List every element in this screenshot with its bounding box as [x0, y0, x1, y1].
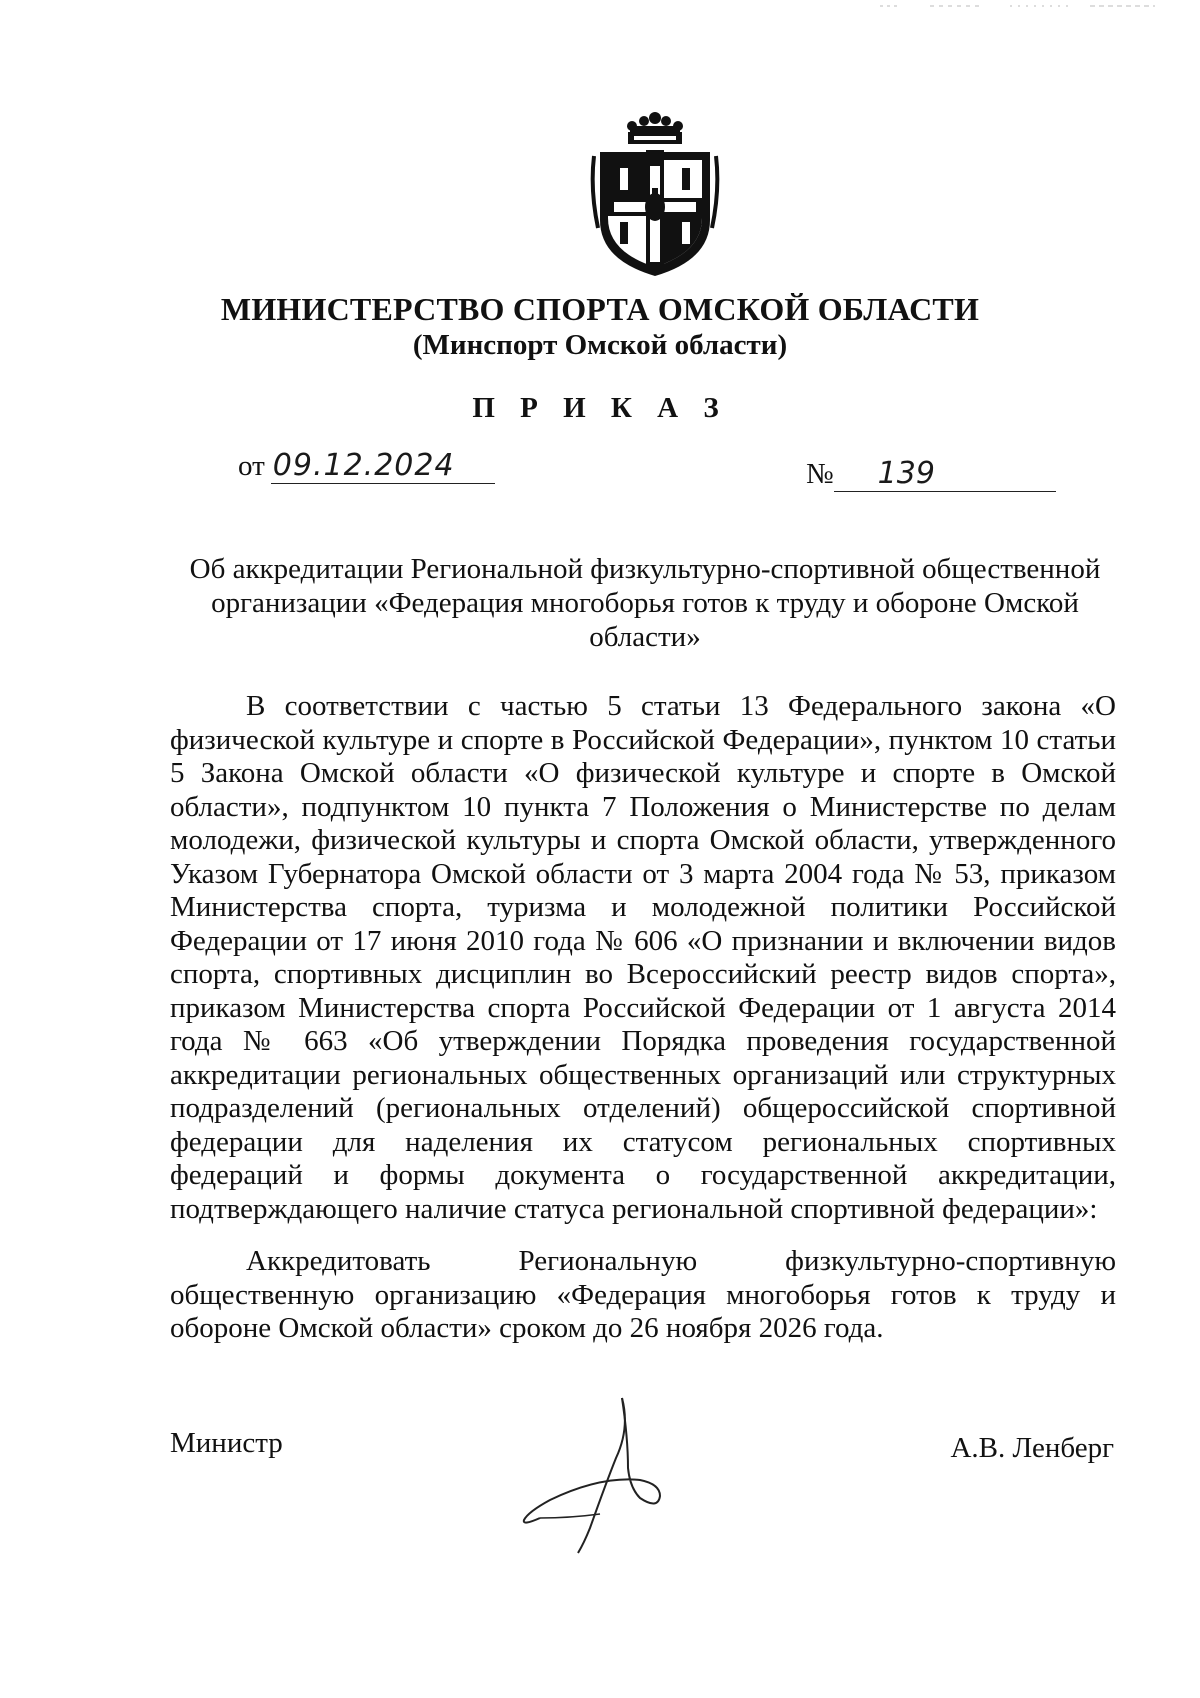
body-paragraph-legal-basis: В соответствии с частью 5 статьи 13 Федерального закона «О физической культуре и спорте в Российской Федерации», пунктом 10 статьи 5 Закона Омской области «О физической культуре и спорте в Омской области», подпунктом 10 пункта 7 Положения о Министерстве по делам молодежи, физической культуры и спорта Омской области, утвержденного Указом Губернатора Омской области от 3 марта 2004 года № 53, приказом Министерства спорта, туризма и молодежной политики Российской Федерации от 17 июня 2010 года № 606 «О признании и включении видов спорта, спортивных дисциплин во Всероссийский реестр видов спорта», приказом Министерства спорта Российской Федерации от 1 августа 2014 года № 663 «Об утверждении Порядка проведения государственной аккредитации региональных общественных организаций или структурных подразделений (региональных отделений) общероссийской спортивной федерации для наделения их статусом региональных спортивных федераций и формы документа о государственной аккредитации, подтверждающего наличие статуса региональной спортивной федерации»: [170, 690, 1116, 1225]
signature-image [510, 1388, 710, 1558]
number-field [806, 456, 1056, 492]
signer-title: Министр [170, 1427, 283, 1459]
number-label: № [806, 458, 834, 490]
body-paragraph-decision: Аккредитовать Региональную физкультурно-спортивную общественную организацию «Федерация многоборья готов к труду и обороне Омской области» сроком до 26 ноября 2026 года. [170, 1245, 1116, 1344]
number-value: 139 [834, 457, 1056, 492]
scan-artifact-marks [870, 0, 1160, 10]
date-label: от [238, 450, 265, 482]
organization-title: МИНИСТЕРСТВО СПОРТА ОМСКОЙ ОБЛАСТИ [220, 291, 980, 327]
document-type: П Р И К А З [472, 392, 728, 424]
date-field [238, 448, 495, 484]
document-subject: Об аккредитации Региональной физкультурно-спортивной общественной организации «Федерация многоборья готов к труду и обороне Омской области» [189, 553, 1101, 653]
date-value: 09.12.2024 [271, 449, 495, 484]
organization-short-name: (Минспорт Омской области) [412, 329, 788, 361]
signer-name: А.В. Ленберг [950, 1432, 1114, 1464]
coat-of-arms-icon [590, 110, 720, 280]
